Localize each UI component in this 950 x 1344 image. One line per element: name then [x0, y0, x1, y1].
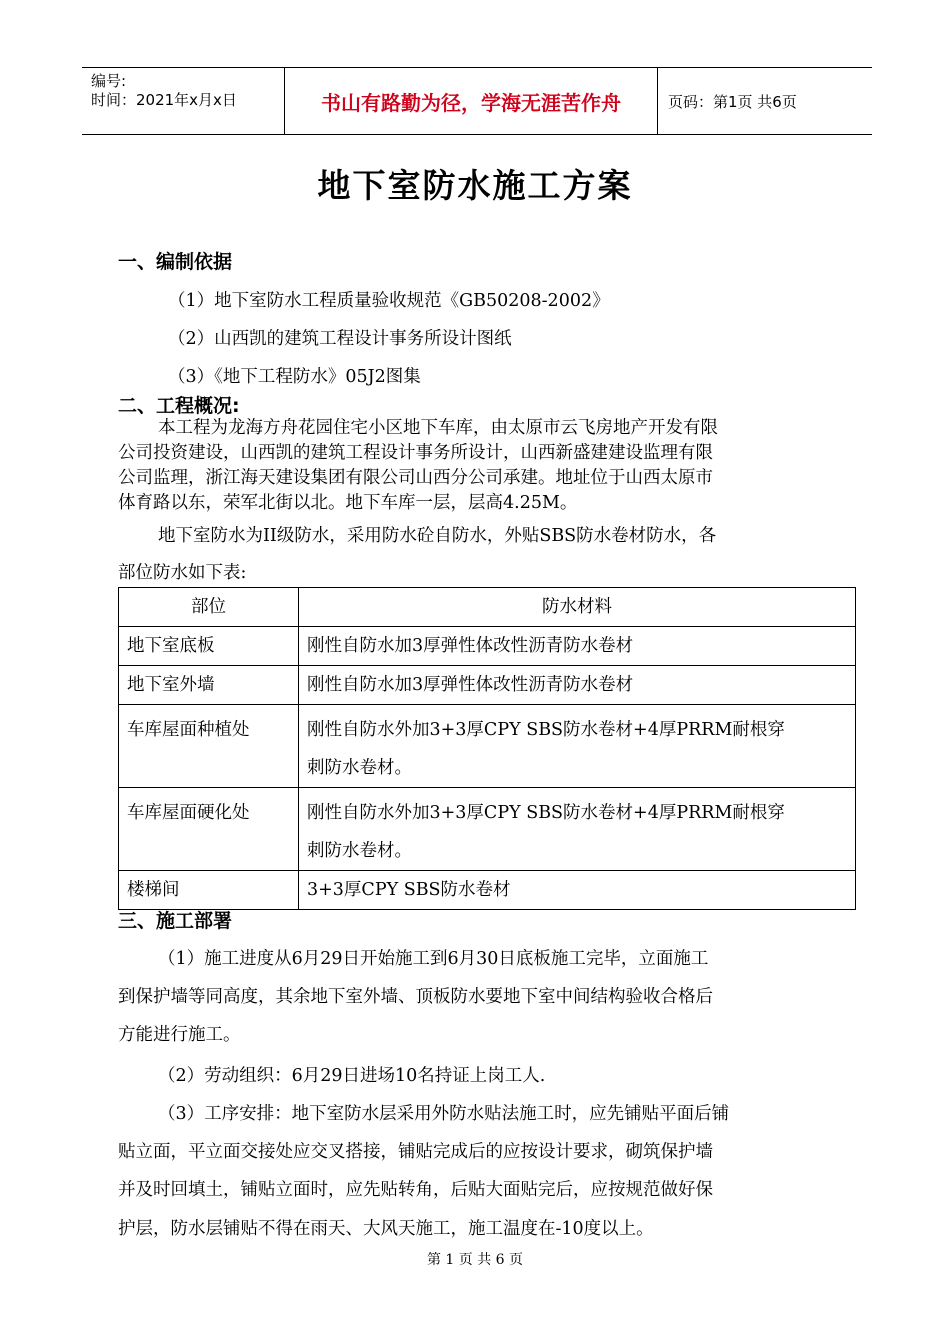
deploy-line-3: 方能进行施工。 — [118, 1025, 241, 1045]
table-cell-part: 地下室外墙 — [119, 666, 299, 705]
overview-line-4: 体育路以东，荣军北街以北。地下车库一层，层高4.25M。 — [118, 493, 578, 513]
table-cell-part: 车库屋面硬化处 — [119, 788, 299, 871]
section1-item-2: （2）山西凯的建筑工程设计事务所设计图纸 — [168, 329, 512, 349]
table-cell-material: 3+3厚CPY SBS防水卷材 — [299, 871, 856, 910]
table-row — [119, 871, 856, 910]
table-cell-part: 车库屋面种植处 — [119, 705, 299, 788]
deploy-line-7: 护层，防水层铺贴不得在雨天、大风天施工，施工温度在-10度以上。 — [118, 1219, 654, 1239]
table-row — [119, 666, 856, 705]
table-cell-material: 刚性自防水加3厚弹性体改性沥青防水卷材 — [299, 627, 856, 666]
section1-heading: 一、编制依据 — [118, 251, 233, 273]
table-row — [119, 705, 856, 788]
document-title: 地下室防水施工方案 — [317, 166, 633, 205]
section2-heading: 二、工程概况: — [118, 395, 240, 417]
header-motto: 书山有路勤为径，学海无涯苦作舟 — [284, 68, 658, 134]
deploy-line-2: 到保护墙等同高度，其余地下室外墙、顶板防水要地下室中间结构验收合格后 — [118, 987, 713, 1007]
time-label: 时间：2021年x月x日 — [91, 91, 237, 109]
table-cell-material: 刚性自防水加3厚弹性体改性沥青防水卷材 — [299, 666, 856, 705]
section3-heading: 三、施工部署 — [118, 910, 233, 932]
table-row — [119, 788, 856, 871]
waterproof-table — [118, 587, 856, 910]
table-cell-part: 楼梯间 — [119, 871, 299, 910]
deploy-item-2: （2）劳动组织：6月29日进场10名持证上岗工人. — [158, 1066, 546, 1086]
page-footer: 第 1 页 共 6 页 — [426, 1252, 524, 1268]
deploy-line-5: 贴立面，平立面交接处应交叉搭接，铺贴完成后的应按设计要求，砌筑保护墙 — [118, 1142, 713, 1162]
table-header-part: 部位 — [119, 588, 299, 627]
overview-line-5: 地下室防水为II级防水，采用防水砼自防水，外贴SBS防水卷材防水，各 — [158, 526, 717, 546]
page-header — [82, 67, 872, 135]
material-line: 刚性自防水外加3+3厚CPY SBS防水卷材+4厚PRRM耐根穿 — [307, 803, 785, 823]
deploy-line-6: 并及时回填土，铺贴立面时，应先贴转角，后贴大面贴完后，应按规范做好保 — [118, 1180, 713, 1200]
number-label: 编号: — [91, 72, 127, 90]
table-header-row — [119, 588, 856, 627]
deploy-line-4: （3）工序安排：地下室防水层采用外防水贴法施工时，应先铺贴平面后铺 — [158, 1104, 730, 1124]
overview-line-6: 部位防水如下表: — [118, 563, 247, 583]
table-cell-material — [299, 705, 856, 788]
section1-item-3: （3）《地下工程防水》05J2图集 — [168, 367, 421, 387]
material-line: 刺防水卷材。 — [307, 758, 412, 778]
table-row — [119, 627, 856, 666]
table-cell-material — [299, 788, 856, 871]
section1-item-1: （1）地下室防水工程质量验收规范《GB50208-2002》 — [168, 291, 610, 311]
header-page-info: 页码：第1页 共6页 — [668, 92, 797, 111]
table-cell-part: 地下室底板 — [119, 627, 299, 666]
overview-line-3: 公司监理，浙江海天建设集团有限公司山西分公司承建。地址位于山西太原市 — [118, 468, 713, 488]
material-line: 刺防水卷材。 — [307, 841, 412, 861]
table-header-material: 防水材料 — [299, 588, 856, 627]
material-line: 刚性自防水外加3+3厚CPY SBS防水卷材+4厚PRRM耐根穿 — [307, 720, 785, 740]
overview-line-1: 本工程为龙海方舟花园住宅小区地下车库，由太原市云飞房地产开发有限 — [158, 418, 718, 438]
overview-line-2: 公司投资建设，山西凯的建筑工程设计事务所设计，山西新盛建建设监理有限 — [118, 443, 713, 463]
deploy-line-1: （1）施工进度从6月29日开始施工到6月30日底板施工完毕，立面施工 — [158, 949, 709, 969]
header-meta — [82, 68, 284, 134]
